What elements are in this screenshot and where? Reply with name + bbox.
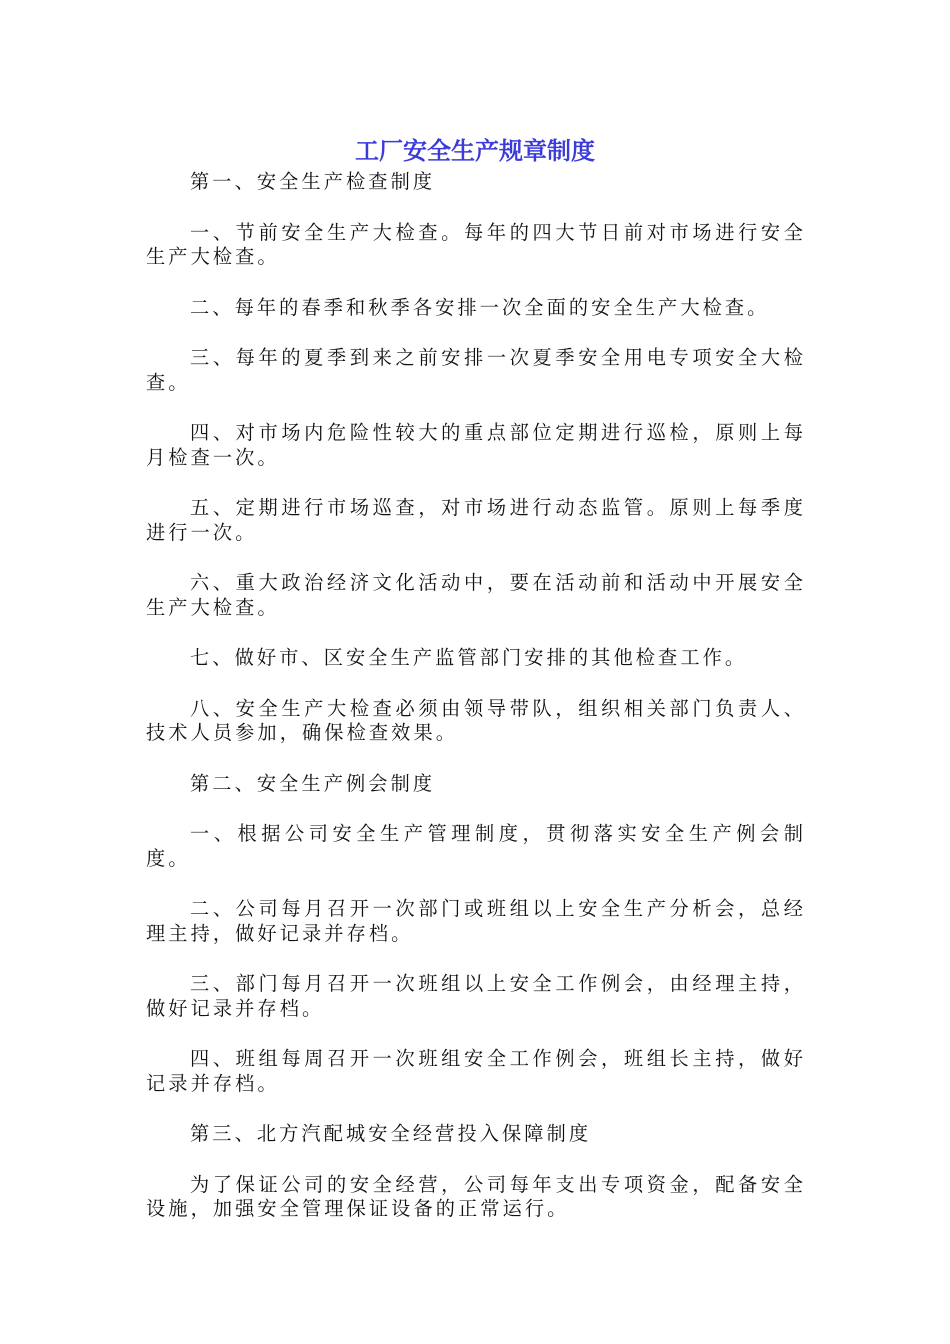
paragraph: 四、班组每周召开一次班组安全工作例会，班组长主持，做好记录并存档。	[146, 1047, 806, 1095]
section-heading-3: 第三、北方汽配城安全经营投入保障制度	[190, 1122, 592, 1145]
document-body	[146, 170, 806, 1248]
section-heading-2: 第二、安全生产例会制度	[190, 771, 436, 795]
paragraph: 二、公司每月召开一次部门或班组以上安全生产分析会，总经理主持，做好记录并存档。	[146, 897, 806, 945]
paragraph: 一、根据公司安全生产管理制度，贯彻落实安全生产例会制度。	[146, 822, 806, 870]
paragraph: 三、部门每月召开一次班组以上安全工作例会，由经理主持，做好记录并存档。	[146, 972, 806, 1020]
paragraph: 四、对市场内危险性较大的重点部位定期进行巡检，原则上每月检查一次。	[146, 421, 806, 469]
paragraph: 七、做好市、区安全生产监管部门安排的其他检查工作。	[190, 646, 748, 669]
paragraph: 三、每年的夏季到来之前安排一次夏季安全用电专项安全大检查。	[146, 346, 806, 394]
paragraph: 为了保证公司的安全经营，公司每年支出专项资金，配备安全设施，加强安全管理保证设备的正常运行。	[146, 1172, 806, 1220]
paragraph: 八、安全生产大检查必须由领导带队，组织相关部门负责人、技术人员参加，确保检查效果。	[146, 696, 806, 744]
paragraph: 二、每年的春季和秋季各安排一次全面的安全生产大检查。	[190, 295, 770, 319]
paragraph: 六、重大政治经济文化活动中，要在活动前和活动中开展安全生产大检查。	[146, 571, 806, 619]
paragraph: 一、节前安全生产大检查。每年的四大节日前对市场进行安全生产大检查。	[146, 220, 806, 268]
document-title: 工厂安全生产规章制度	[355, 137, 595, 165]
section-heading-1: 第一、安全生产检查制度	[190, 170, 436, 193]
paragraph: 五、定期进行市场巡查，对市场进行动态监管。原则上每季度进行一次。	[146, 496, 806, 544]
